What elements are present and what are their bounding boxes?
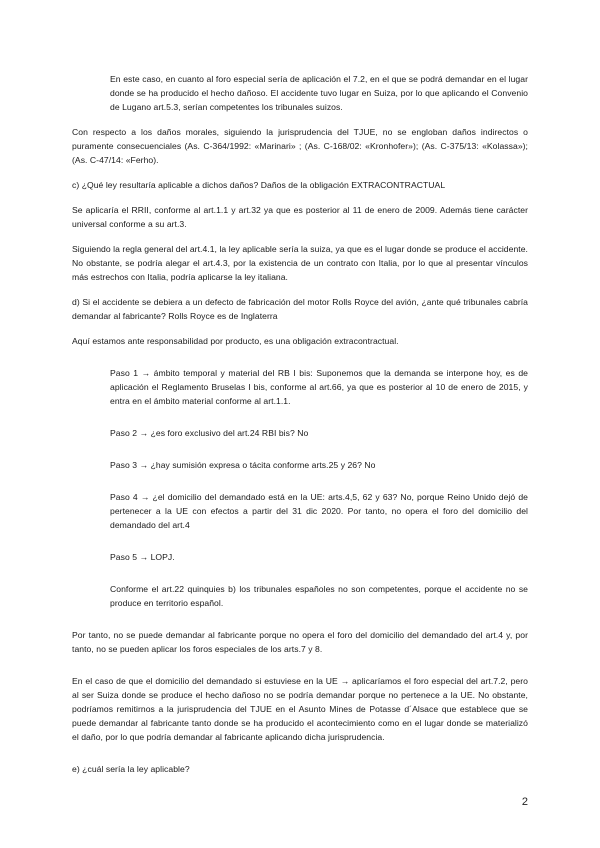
step-1: Paso 1 → ámbito temporal y material del RB I bis: Suponemos que la demanda se interpone hoy, es de aplicación el Reglamento Bruselas I bis, conforme al art.66, ya que es posterior al 10 de enero de 2015, y entra en el ámbito material conforme al art.1.1. [110, 368, 528, 406]
question-e: e) ¿cuál sería la ley aplicable? [72, 764, 190, 774]
paragraph-caso-ue: En el caso de que el domicilio del demandado si estuviese en la UE → aplicaríamos el foro especial del art.7.2, pero al ser Suiza donde se produce el hecho dañoso no se podría demandar porque no pertenece a la UE. No obstante, podríamos remitirnos a la jurisprudencia del TJUE en el Asunto Mines de Potasse d´Alsace que establece que se puede demandar al fabricante tanto donde se ha producido el acontecimiento como en el lugar donde se materializó el daño, por lo que podría demandar al fabricante aplicando dicha jurisprudencia. [72, 676, 528, 742]
paragraph-regla-general: Siguiendo la regla general del art.4.1, la ley aplicable sería la suiza, ya que es el lugar donde se produce el accidente. No obstante, se podría alegar el art.4.3, por la existencia de un contrato con Italia, por lo que al presentar vínculos más estrechos con Italia, podría aplicarse la ley italiana. [72, 244, 528, 282]
paragraph-danos-morales: Con respecto a los daños morales, siguiendo la jurisprudencia del TJUE, no se engloban daños indirectos o puramente consecuenciales (As. C-364/1992: «Marinari» ; (As. C-168/02: «Kronhofer»); (As. C-375/13: «Kolassa»); (As. C-47/14: «Ferho). [72, 127, 528, 165]
step-4: Paso 4 → ¿el domicilio del demandado está en la UE: arts.4,5, 62 y 63? No, porque Reino Unido dejó de pertenecer a la UE con efectos a partir del 31 dic 2020. Por tanto, no opera el foro del domicilio del demandado del art.4 [110, 492, 528, 530]
paragraph-responsabilidad-producto: Aquí estamos ante responsabilidad por producto, es una obligación extracontractual. [72, 336, 399, 346]
page-body [72, 72, 528, 787]
step-2: Paso 2 → ¿es foro exclusivo del art.24 RBI bis? No [110, 428, 309, 438]
paragraph-art-22: Conforme el art.22 quinquies b) los tribunales españoles no son competentes, porque el accidente no se produce en territorio español. [110, 584, 528, 608]
question-c: c) ¿Qué ley resultaría aplicable a dichos daños? Daños de la obligación EXTRACONTRACTUAL [72, 180, 446, 190]
paragraph-foro-especial: En este caso, en cuanto al foro especial sería de aplicación el 7.2, en el que se podrá demandar en el lugar donde se ha producido el hecho dañoso. El accidente tuvo lugar en Suiza, por lo que aplicando el Convenio de Lugano art.5.3, serían competentes los tribunales suizos. [110, 74, 528, 112]
question-d: d) Si el accidente se debiera a un defecto de fabricación del motor Rolls Royce del avión, ¿ante qué tribunales cabría demandar al fabricante? Rolls Royce es de Inglaterra [72, 297, 528, 321]
step-3: Paso 3 → ¿hay sumisión expresa o tácita conforme arts.25 y 26? No [110, 460, 376, 470]
step-5: Paso 5 → LOPJ. [110, 552, 175, 562]
paragraph-rrii: Se aplicaría el RRII, conforme al art.1.1 y art.32 ya que es posterior al 11 de enero de 2009. Además tiene carácter universal conforme a su art.3. [72, 205, 528, 229]
page-number: 2 [521, 796, 528, 808]
paragraph-conclusion: Por tanto, no se puede demandar al fabricante porque no opera el foro del domicilio del demandado del art.4 y, por tanto, no se pueden aplicar los foros especiales de los arts.7 y 8. [72, 630, 528, 654]
